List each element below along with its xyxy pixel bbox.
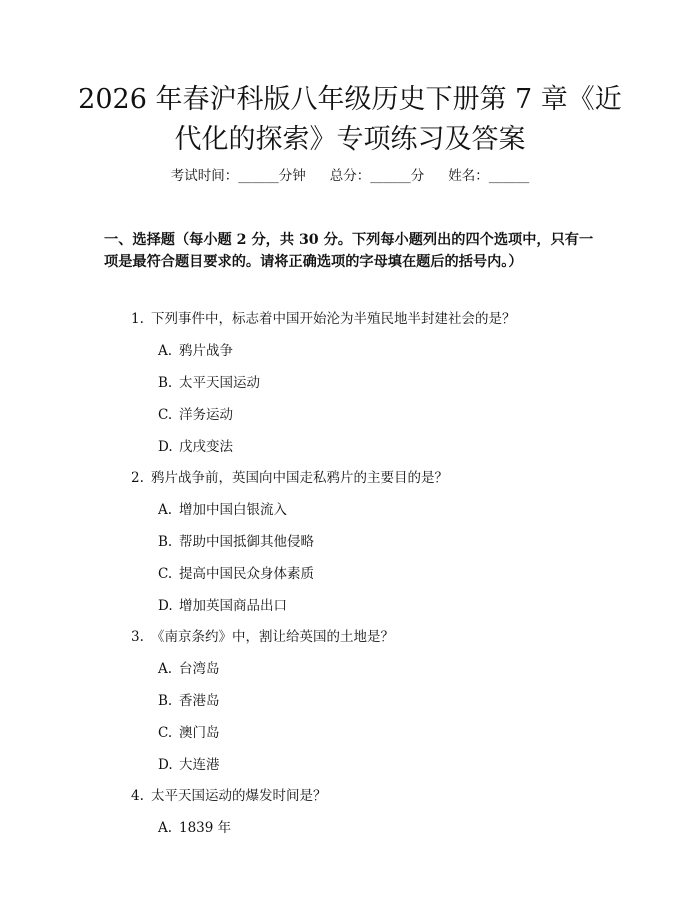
option-1a	[158, 341, 233, 361]
option-letter: C.	[158, 566, 173, 582]
option-text: 台湾岛	[179, 661, 220, 677]
question-text: 鸦片战争前，英国向中国走私鸦片的主要目的是？	[151, 470, 448, 486]
question-2	[131, 468, 448, 488]
section-heading: 一、选择题（每小题 2 分，共 30 分。下列每小题列出的四个选项中，只有一项是最符合题目要求的。请将正确选项的字母填在题后的括号内。）	[104, 232, 594, 270]
option-letter: A.	[158, 502, 173, 518]
option-text: 戊戌变法	[179, 439, 233, 455]
option-2a	[158, 500, 287, 520]
question-number: 1.	[131, 311, 144, 327]
option-letter: B.	[158, 375, 173, 391]
option-1d	[158, 437, 233, 457]
option-text: 太平天国运动	[179, 375, 260, 391]
question-text: 太平天国运动的爆发时间是？	[151, 788, 327, 804]
document-title	[60, 80, 640, 160]
option-text: 增加中国白银流入	[179, 502, 287, 518]
option-letter: A.	[158, 820, 173, 836]
option-text: 鸦片战争	[179, 343, 233, 359]
option-2d	[158, 596, 287, 616]
title-line: 代化的探索》专项练习及答案	[174, 124, 526, 155]
option-letter: B.	[158, 534, 173, 550]
option-letter: D.	[158, 757, 173, 773]
question-4	[131, 786, 327, 806]
option-letter: A.	[158, 343, 173, 359]
option-text: 香港岛	[179, 693, 220, 709]
option-letter: A.	[158, 661, 173, 677]
question-text: 《南京条约》中，割让给英国的土地是？	[151, 629, 394, 645]
option-2c	[158, 564, 314, 584]
question-1	[131, 309, 516, 329]
option-3d	[158, 755, 220, 775]
option-1c	[158, 405, 233, 425]
option-3c	[158, 723, 220, 743]
option-3b	[158, 691, 220, 711]
option-letter: D.	[158, 598, 173, 614]
option-4a	[158, 818, 231, 838]
question-number: 2.	[131, 470, 144, 486]
option-letter: B.	[158, 693, 173, 709]
option-letter: C.	[158, 407, 173, 423]
question-number: 3.	[131, 629, 144, 645]
option-text: 大连港	[179, 757, 220, 773]
option-text: 提高中国民众身体素质	[179, 566, 314, 582]
question-text: 下列事件中，标志着中国开始沦为半殖民地半封建社会的是？	[151, 311, 516, 327]
option-1b	[158, 373, 260, 393]
option-3a	[158, 659, 220, 679]
exam-info	[0, 166, 700, 186]
option-text: 1839 年	[179, 820, 232, 836]
question-3	[131, 627, 394, 647]
exam-time-label: 考试时间：______分钟	[170, 168, 306, 184]
option-2b	[158, 532, 314, 552]
total-score-label: 总分：______分	[329, 168, 425, 184]
option-letter: C.	[158, 725, 173, 741]
student-name-label: 姓名：______	[448, 168, 530, 184]
question-number: 4.	[131, 788, 144, 804]
option-text: 增加英国商品出口	[179, 598, 287, 614]
option-text: 帮助中国抵御其他侵略	[179, 534, 314, 550]
option-text: 洋务运动	[179, 407, 233, 423]
option-letter: D.	[158, 439, 173, 455]
title-line: 2026 年春沪科版八年级历史下册第 7 章《近	[78, 84, 622, 115]
option-text: 澳门岛	[179, 725, 220, 741]
